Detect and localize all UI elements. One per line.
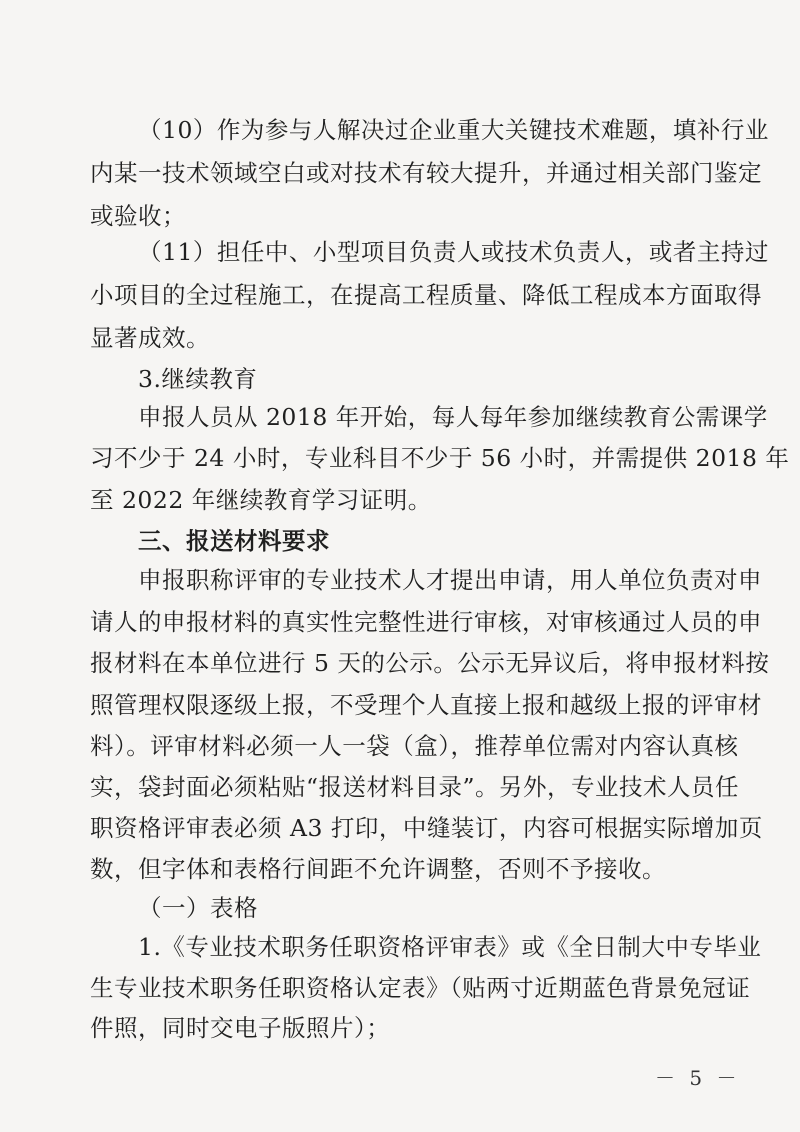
section-three-heading: 三、报送材料要求 bbox=[138, 527, 330, 555]
education-line-1: 申报人员从 2018 年开始，每人每年参加继续教育公需课学 bbox=[138, 403, 768, 431]
paragraph-11-line-3: 显著成效。 bbox=[90, 324, 210, 352]
section-3-heading: 3.继续教育 bbox=[138, 365, 258, 393]
materials-line-4: 照管理权限逐级上报，不受理个人直接上报和越级上报的评审材 bbox=[90, 691, 762, 719]
subsection-one-heading: （一）表格 bbox=[138, 894, 258, 922]
item-1-line-1: 1.《专业技术职务任职资格评审表》或《全日制大中专毕业 bbox=[138, 933, 762, 961]
materials-line-2: 请人的申报材料的真实性完整性进行审核，对审核通过人员的申 bbox=[90, 608, 762, 636]
paragraph-11-line-1: （11）担任中、小型项目负责人或技术负责人，或者主持过 bbox=[138, 238, 769, 266]
materials-line-7: 职资格评审表必须 A3 打印，中缝装订，内容可根据实际增加页 bbox=[90, 814, 763, 842]
page-number: － 5 － bbox=[655, 1066, 741, 1090]
materials-line-8: 数，但字体和表格行间距不允许调整，否则不予接收。 bbox=[90, 855, 666, 883]
materials-line-5: 料）。评审材料必须一人一袋（盒），推荐单位需对内容认真核 bbox=[90, 732, 739, 760]
education-line-3: 至 2022 年继续教育学习证明。 bbox=[90, 486, 432, 514]
paragraph-10-line-3: 或验收； bbox=[90, 202, 186, 230]
materials-line-6: 实，袋封面必须粘贴“报送材料目录”。另外，专业技术人员任 bbox=[90, 773, 740, 801]
materials-line-1: 申报职称评审的专业技术人才提出申请，用人单位负责对申 bbox=[138, 566, 762, 594]
item-1-line-2: 生专业技术职务任职资格认定表》（贴两寸近期蓝色背景免冠证 bbox=[90, 974, 751, 1002]
item-1-line-3: 件照，同时交电子版照片）； bbox=[90, 1014, 391, 1042]
paragraph-10-line-2: 内某一技术领域空白或对技术有较大提升，并通过相关部门鉴定 bbox=[90, 159, 762, 187]
education-line-2: 习不少于 24 小时，专业科目不少于 56 小时，并需提供 2018 年 bbox=[90, 444, 790, 472]
paragraph-10-line-1: （10）作为参与人解决过企业重大关键技术难题，填补行业 bbox=[138, 116, 769, 144]
materials-line-3: 报材料在本单位进行 5 天的公示。公示无异议后，将申报材料按 bbox=[90, 649, 770, 677]
paragraph-11-line-2: 小项目的全过程施工，在提高工程质量、降低工程成本方面取得 bbox=[90, 281, 762, 309]
